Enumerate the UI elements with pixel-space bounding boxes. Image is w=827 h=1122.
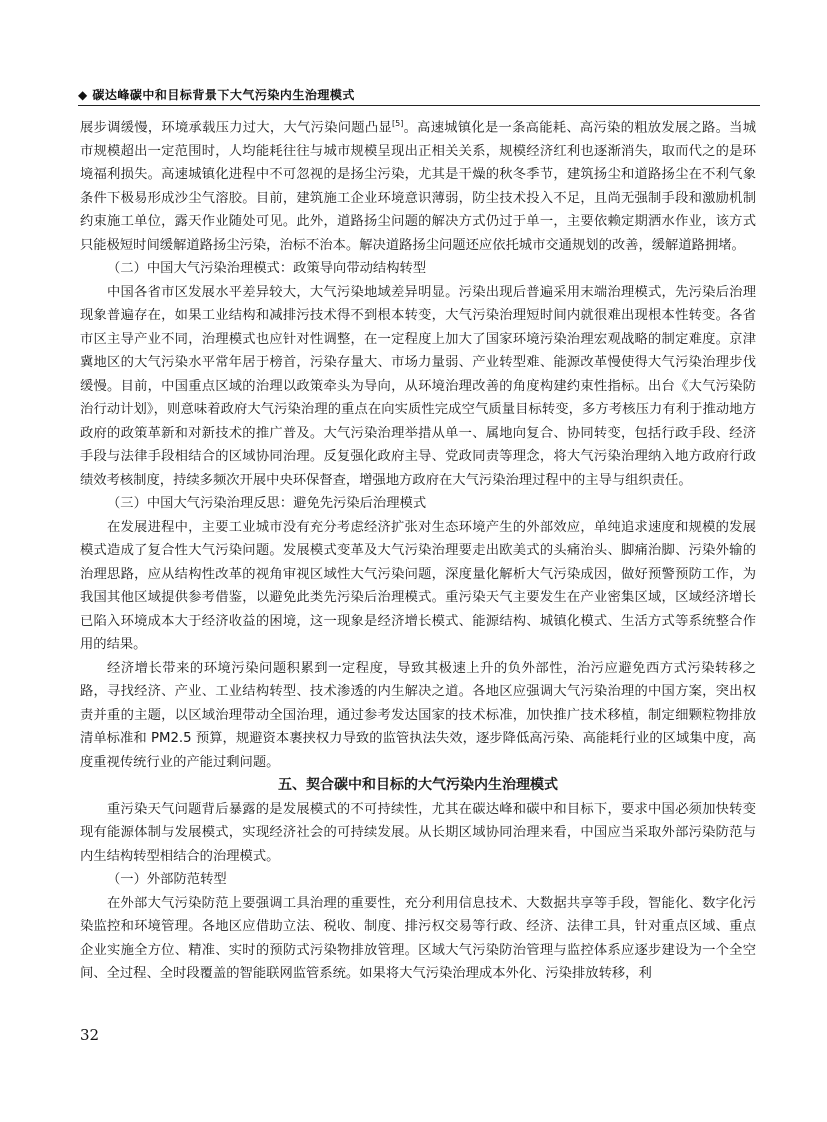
paragraph: 重污染天气问题背后暴露的是发展模式的不可持续性，尤其在碳达峰和碳中和目标下，要求中国必须加快转变现有能源体制与发展模式，实现经济社会的可持续发展。从长期区域协同治理来看，中国应当采取外部污染防范与内生结构转型相结合的治理模式。 — [80, 801, 756, 864]
subsection-heading: （二）中国大气污染治理模式：政策导向带动结构转型 — [107, 261, 427, 277]
paragraph: 在发展进程中，主要工业城市没有充分考虑经济扩张对生态环境产生的外部效应，单纯追求速度和规模的发展模式造成了复合性大气污染问题。发展模式变革及大气污染治理要走出欧美式的头痛治头、脚痛治脚、污染外输的治理思路，应从结构性改革的视角审视区域性大气污染问题，深度量化解析大气污染成因，做好预警预防工作，为我国其他区域提供参考借鉴，以避免此类先污染后治理模式。重污染天气主要发生在产业密集区域，区域经济增长已陷入环境成本大于经济收益的困境，这一现象是经济增长模式、能源结构、城镇化模式、生活方式等系统整合作用的结果。 — [80, 519, 756, 653]
page-number: 32 — [80, 1026, 100, 1044]
paragraph: 中国各省市区发展水平差异较大，大气污染地域差异明显。污染出现后普遍采用末端治理模式，先污染后治理现象普遍存在，如果工业结构和减排污技术得不到根本转变，大气污染治理短时间内就很难出现根本性转变。各省市区主导产业不同，治理模式也应针对性调整，在一定程度上加大了国家环境污染治理宏观战略的制定难度。京津冀地区的大气污染水平常年居于榜首，污染存量大、市场力量弱、产业转型难、能源改革慢使得大气污染治理步伐缓慢。目前，中国重点区域的治理以政策牵头为导向，从环境治理改善的角度构建约束性指标。出台《大气污染防治行动计划》，则意味着政府大气污染治理的重点在向实质性完成空气质量目标转变，多方考核压力有利于推动地方政府的政策革新和对新技术的推广普及。大气污染治理举措从单一、属地向复合、协同转变，包括行政手段、经济手段与法律手段相结合的区域协同治理。反复强化政府主导、党政同责等理念，将大气污染治理纳入地方政府行政绩效考核制度，持续多频次开展中央环保督查，增强地方政府在大气污染治理过程中的主导与组织责任。 — [80, 284, 756, 488]
section-heading: 五、契合碳中和目标的大气污染内生治理模式 — [278, 777, 558, 794]
subsection-heading: （三）中国大气污染治理反思：避免先污染后治理模式 — [107, 496, 427, 512]
paragraph: 经济增长带来的环境污染问题积累到一定程度，导致其极速上升的负外部性，治污应避免西方式污染转移之路，寻找经济、产业、工业结构转型、技术渗透的内生解决之道。各地区应强调大气污染治理的中国方案，突出权责并重的主题，以区域治理带动全国治理，通过参考发达国家的技术标准，加快推广技术移植，制定细颗粒物排放清单标准和 PM2.5 预算，规避资本裹挟权力导致的监管执法失效，逐步降低高污染、高能耗行业的区域集中度，高度重视传统行业的产能过剩问题。 — [80, 660, 756, 770]
citation: [5] — [391, 119, 404, 128]
article-body — [80, 112, 756, 986]
diamond-icon: ◆ — [78, 88, 88, 102]
paragraph: 展步调缓慢，环境承载压力过大，大气污染问题凸显[5]。高速城镇化是一条高能耗、高污染的粗放发展之路。当城市规模超出一定范围时，人均能耗往往与城市规模呈现出正相关关系，规模经济红利也逐渐消失，取而代之的是环境福利损失。高速城镇化进程中不可忽视的是扬尘污染，尤其是干燥的秋冬季节，建筑扬尘和道路扬尘在不利气象条件下极易形成沙尘气溶胶。目前，建筑施工企业环境意识薄弱，防尘技术投入不足，且尚无强制手段和激励机制约束施工单位，露天作业随处可见。此外，道路扬尘问题的解决方式仍过于单一，主要依赖定期洒水作业，该方式只能极短时间缓解道路扬尘污染，治标不治本。解决道路扬尘问题还应依托城市交通规划的改善，缓解道路拥堵。 — [80, 119, 757, 253]
running-header-title: 碳达峰碳中和目标背景下大气污染内生治理模式 — [92, 88, 355, 102]
paragraph: 在外部大气污染防范上要强调工具治理的重要性，充分利用信息技术、大数据共享等手段，智能化、数字化污染监控和环境管理。各地区应借助立法、税收、制度、排污权交易等行政、经济、法律工具，针对重点区域、重点企业实施全方位、精准、实时的预防式污染物排放管理。区域大气污染防治管理与监控体系应逐步建设为一个全空间、全过程、全时段覆盖的智能联网监管系统。如果将大气污染治理成本外化、污染排放转移，利 — [80, 895, 756, 982]
running-header — [78, 86, 758, 103]
header-rule — [78, 105, 760, 106]
subsection-heading: （一）外部防范转型 — [107, 872, 227, 888]
